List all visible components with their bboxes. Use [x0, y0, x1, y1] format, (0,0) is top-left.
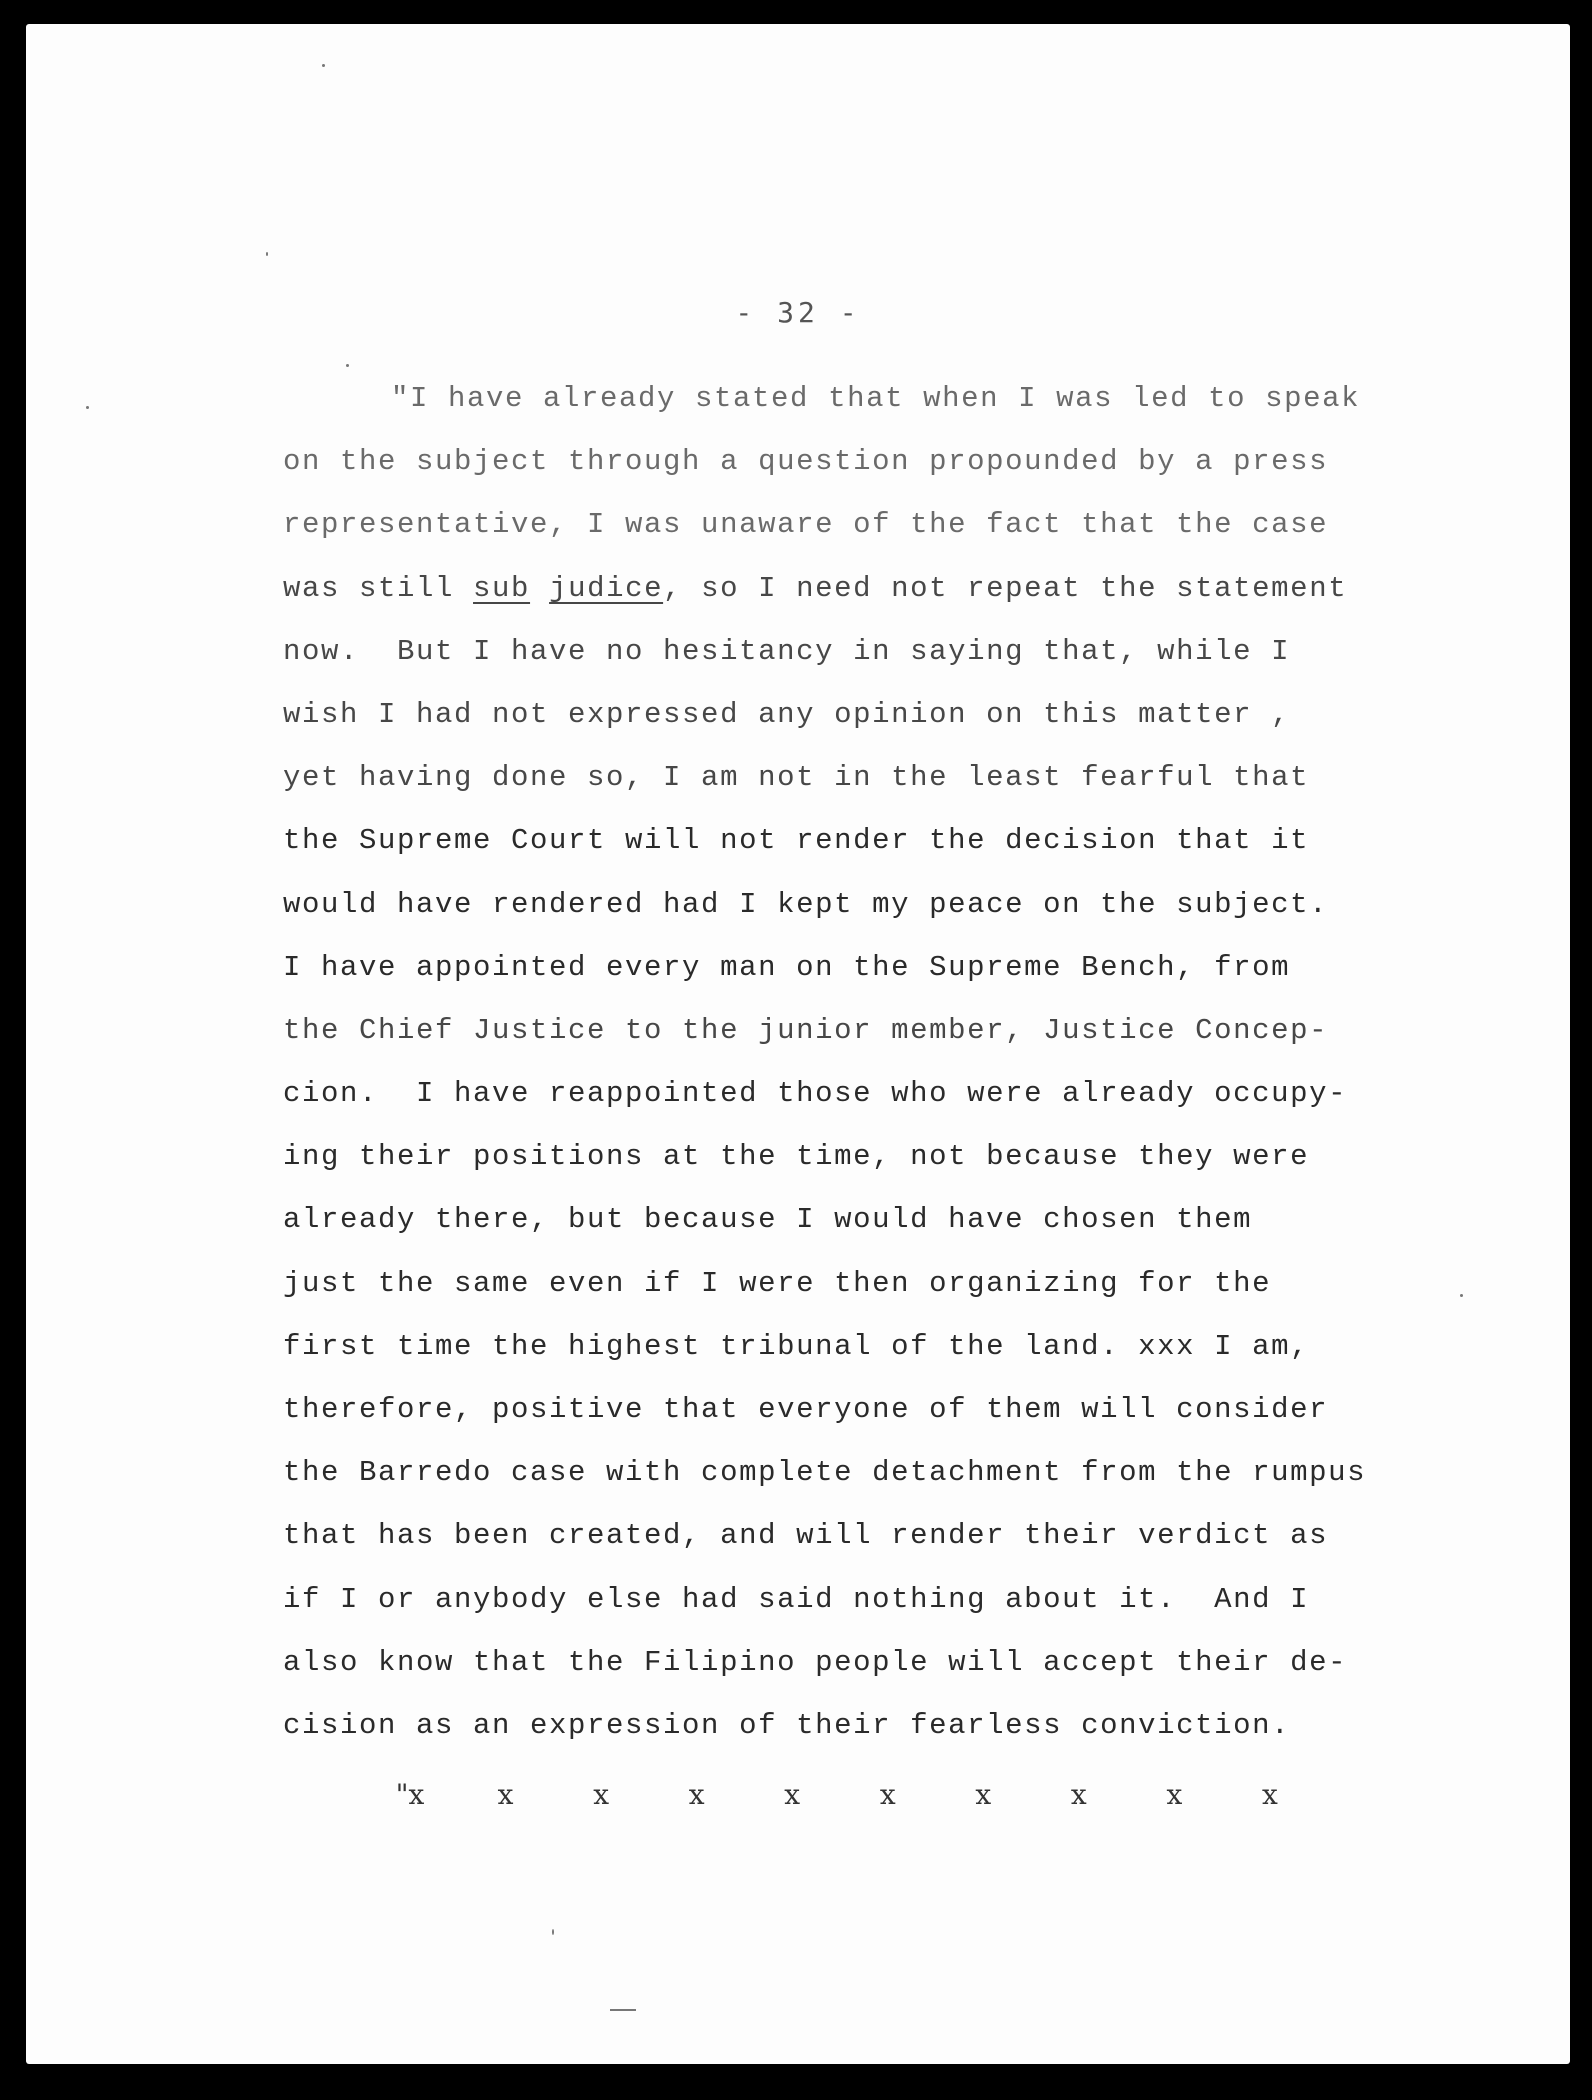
- omission-mark: x: [688, 1778, 705, 1811]
- omission-mark: "x: [395, 1778, 425, 1811]
- omission-mark: x: [1262, 1778, 1278, 1811]
- text-line-19: that has been created, and will render their verdict as: [283, 1519, 1329, 1553]
- text-line-14: already there, but because I would have chosen them: [283, 1203, 1253, 1237]
- text-line-7: yet having done so, I am not in the least fearful that: [283, 761, 1310, 795]
- text-line-1: "I have already stated that when I was led to speak: [391, 382, 1361, 415]
- text-line-18: the Barredo case with complete detachment from the rumpus: [283, 1456, 1367, 1490]
- underlined-word-sub: sub: [473, 571, 531, 605]
- omission-mark: x: [879, 1778, 896, 1811]
- underlined-word-judice: judice: [549, 571, 664, 605]
- text-line-6: wish I had not expressed any opinion on this matter ,: [283, 697, 1291, 731]
- page-number: - 32 -: [735, 296, 861, 329]
- letter-body: [283, 367, 1423, 1757]
- text-line-17: therefore, positive that everyone of them will consider: [283, 1393, 1329, 1426]
- text-line-22: cision as an expression of their fearless conviction.: [283, 1708, 1291, 1742]
- text-line-13: ing their positions at the time, not because they were: [283, 1140, 1310, 1174]
- text-line-4: [283, 557, 1423, 620]
- text-line-3: representative, I was unaware of the fact that the case: [283, 508, 1329, 542]
- text-line-2: on the subject through a question propounded by a press: [283, 445, 1329, 479]
- omission-mark: x: [784, 1778, 801, 1811]
- omission-marks: [390, 1778, 1290, 1811]
- omission-mark: x: [1166, 1778, 1183, 1811]
- text-line-20: if I or anybody else had said nothing about it. And I: [283, 1582, 1310, 1616]
- text-line-15: just the same even if I were then organizing for the: [283, 1266, 1272, 1300]
- text-line-11: the Chief Justice to the junior member, Justice Concep-: [283, 1013, 1329, 1047]
- text-line-21: also know that the Filipino people will accept their de-: [283, 1645, 1348, 1679]
- omission-mark: x: [975, 1778, 992, 1811]
- text-line-4-end: , so I need not repeat the statement: [663, 571, 1348, 605]
- omission-mark: x: [1070, 1778, 1087, 1811]
- text-line-8: the Supreme Court will not render the decision that it: [283, 824, 1310, 858]
- text-line-12: cion. I have reappointed those who were already occupy-: [283, 1077, 1348, 1111]
- text-line-9: would have rendered had I kept my peace on the subject.: [283, 887, 1329, 921]
- text-line-4-gap: [530, 572, 549, 605]
- text-line-10: I have appointed every man on the Supreme Bench, from: [283, 950, 1291, 984]
- text-line-4-start: was still: [283, 571, 474, 605]
- text-line-16: first time the highest tribunal of the land. xxx I am,: [283, 1329, 1310, 1363]
- text-line-5: now. But I have no hesitancy in saying that, while I: [283, 634, 1291, 668]
- omission-mark: x: [497, 1778, 514, 1811]
- omission-mark: x: [593, 1778, 609, 1811]
